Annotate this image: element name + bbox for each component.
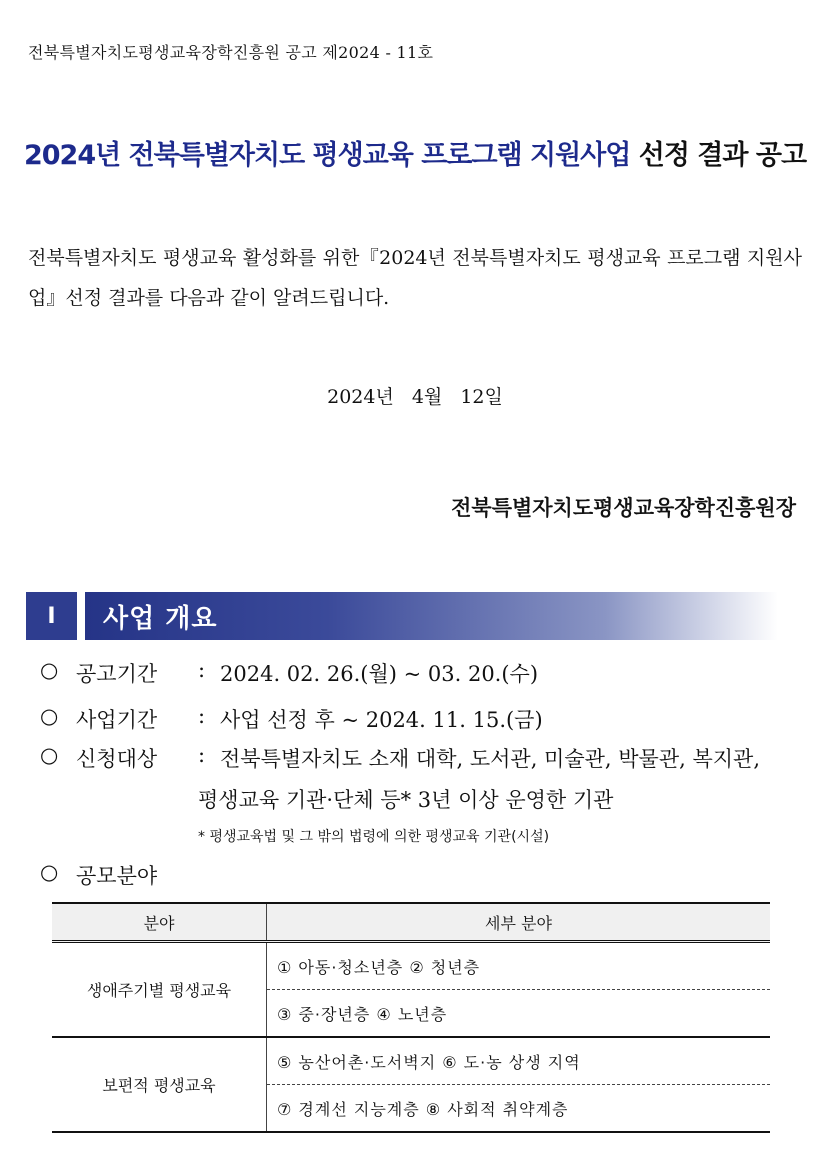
section-number: Ⅰ xyxy=(26,592,77,640)
bullet-icon: ○ xyxy=(40,658,59,682)
fields-table xyxy=(52,902,770,1133)
field-detail: ① 아동·청소년층 ② 청년층 xyxy=(267,942,771,990)
target-note: * 평생교육법 및 그 밖의 법령에 의한 평생교육 기관(시설) xyxy=(198,829,550,845)
colon: : xyxy=(198,658,206,682)
field-detail: ③ 중·장년층 ④ 노년층 xyxy=(267,990,771,1038)
field-detail: ⑦ 경계선 지능계층 ⑧ 사회적 취약계층 xyxy=(267,1085,771,1133)
colon: : xyxy=(198,743,206,767)
announce-label: 공고기간 xyxy=(76,662,158,686)
announce-value: 2024. 02. 26.(월) ~ 03. 20.(수) xyxy=(220,662,539,686)
bullet-icon: ○ xyxy=(40,743,59,767)
colon: : xyxy=(198,704,206,728)
overview-announce-period xyxy=(40,658,538,688)
field-group: 생애주기별 평생교육 xyxy=(52,942,267,1038)
page-title xyxy=(0,133,830,172)
table-row xyxy=(52,1037,770,1085)
target-label: 신청대상 xyxy=(76,747,158,771)
notice-number: 전북특별자치도평생교육장학진흥원 공고 제2024 - 11호 xyxy=(28,43,434,62)
bullet-icon: ○ xyxy=(40,860,59,884)
bullet-icon: ○ xyxy=(40,704,59,728)
intro-paragraph: 전북특별자치도 평생교육 활성화를 위한『2024년 전북특별자치도 평생교육 프로그램 지원사업』선정 결과를 다음과 같이 알려드립니다. xyxy=(28,247,802,309)
business-value: 사업 선정 후 ~ 2024. 11. 15.(금) xyxy=(220,708,543,732)
header-detail: 세부 분야 xyxy=(267,903,771,942)
announcement-date: 2024년 4월 12일 xyxy=(327,386,503,408)
target-line2: 평생교육 기관·단체 등* 3년 이상 운영한 기관 xyxy=(198,788,614,812)
overview-fields xyxy=(40,860,157,890)
field-group: 보편적 평생교육 xyxy=(52,1037,267,1132)
business-label: 사업기간 xyxy=(76,708,158,732)
target-line1: 전북특별자치도 소재 대학, 도서관, 미술관, 박물관, 복지관, xyxy=(220,747,761,771)
overview-business-period xyxy=(40,704,543,734)
title-main: 2024년 전북특별자치도 평생교육 프로그램 지원사업 xyxy=(23,140,631,171)
issuer-signature: 전북특별자치도평생교육장학진흥원장 xyxy=(451,495,796,520)
title-suffix: 선정 결과 공고 xyxy=(630,140,807,171)
field-detail: ⑤ 농산어촌·도서벽지 ⑥ 도·농 상생 지역 xyxy=(267,1037,771,1085)
fields-label: 공모분야 xyxy=(76,864,158,888)
header-field: 분야 xyxy=(52,903,267,942)
section-title: 사업 개요 xyxy=(85,592,778,640)
table-row xyxy=(52,942,770,990)
overview-target xyxy=(40,743,760,773)
table-header-row xyxy=(52,903,770,942)
